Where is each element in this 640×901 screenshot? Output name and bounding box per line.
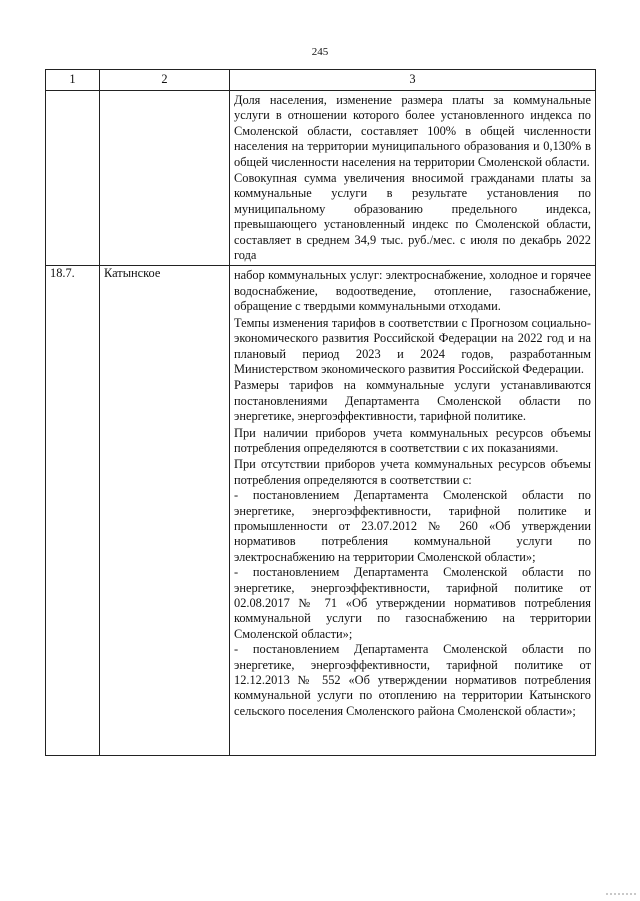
settlement-name-cell (100, 91, 230, 266)
paragraph: - постановлением Департамента Смоленской области по энергетике, энергоэффективности, тарифной политике и промышленности от 23.07.2012 № 260 «Об утверждении нормативов потребления коммунальной услуги по электроснабжению на территории Смоленской области»; (234, 488, 591, 564)
paragraph: Размеры тарифов на коммунальные услуги устанавливаются постановлениями Департамента Смоленской области по энергетике, энергоэффективности, тарифной политике. (234, 378, 591, 424)
scan-artifact (606, 887, 636, 895)
paragraph: Темпы изменения тарифов в соответствии с Прогнозом социально-экономического развития Российской Федерации на 2022 год и на плановый период 2023 и 2024 годов, разработанным Министерством экономического развития Российской Федерации. (234, 315, 591, 376)
row-number-cell (46, 91, 100, 266)
paragraph: Доля населения, изменение размера платы за коммунальные услуги в отношении которого более установленного индекса по Смоленской области, составляет 100% в общей численности населения на территории муниципального образования и 0,130% в общей численности населения на территории Смоленской области. (234, 93, 591, 169)
description-cell (230, 266, 596, 756)
paragraph: - постановлением Департамента Смоленской области по энергетике, энергоэффективности, тарифной политике от 12.12.2013 № 552 «Об утверждении нормативов потребления коммунальной услуги по отоплению на территории Катынского сельского поселения Смоленского района Смоленской области»; (234, 642, 591, 718)
document-table (45, 69, 596, 756)
paragraph: набор коммунальных услуг: электроснабжение, холодное и горячее водоснабжение, водоотведение, отопление, газоснабжение, обращение с твердыми коммунальными отходами. (234, 268, 591, 314)
description-cell (230, 91, 596, 266)
paragraph: - постановлением Департамента Смоленской области по энергетике, энергоэффективности, тарифной политике от 02.08.2017 № 71 «Об утверждении нормативов потребления коммунальной услуги по газоснабжению на территории Смоленской области»; (234, 565, 591, 641)
paragraph: При отсутствии приборов учета коммунальных ресурсов объемы потребления определяются в соответствии с: (234, 457, 591, 487)
column-header-3: 3 (230, 70, 596, 91)
row-number-cell: 18.7. (46, 266, 100, 756)
empty-space (234, 719, 591, 753)
paragraph: При наличии приборов учета коммунальных ресурсов объемы потребления определяются в соответствии с их показаниями. (234, 425, 591, 455)
paragraph: Совокупная сумма увеличения вносимой гражданами платы за коммунальные услуги в результате установления по муниципальному образованию предельного индекса, превышающего установленный индекс по Смоленской области, составляет в среднем 34,9 тыс. руб./мес. с июля по декабрь 2022 года (234, 171, 591, 263)
page-number: 245 (311, 46, 329, 58)
table-row (46, 91, 596, 266)
settlement-name-cell: Катынское (100, 266, 230, 756)
table-header-row (46, 70, 596, 91)
table-row (46, 266, 596, 756)
column-header-2: 2 (100, 70, 230, 91)
column-header-1: 1 (46, 70, 100, 91)
